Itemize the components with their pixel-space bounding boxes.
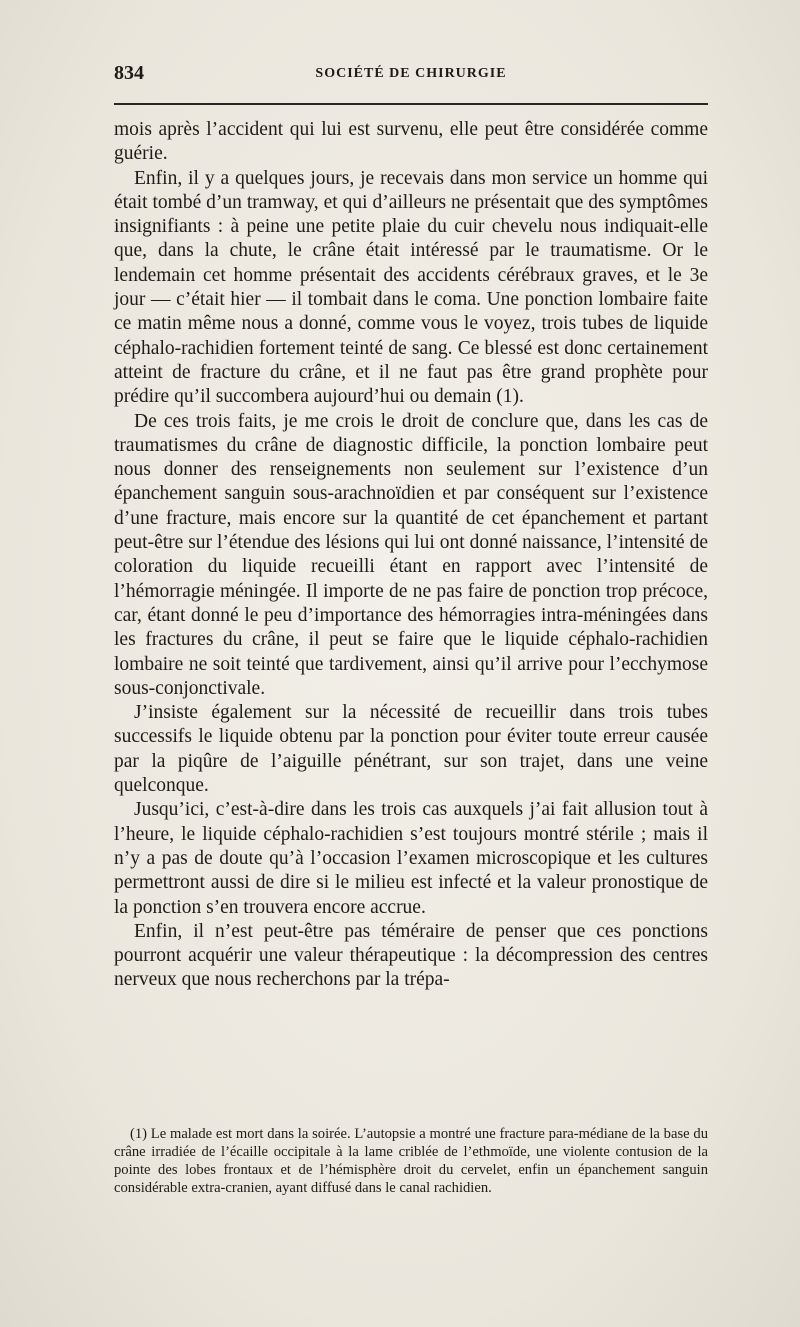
paragraph: De ces trois faits, je me crois le droit de conclure que, dans les cas de traumatismes du crâne de diagnostic difficile, la ponction lombaire peut nous donner des renseignements non seulement sur l’existence d’un épanchement sanguin sous-arachnoïdien et par conséquent sur l’existence d’une fracture, mais encore sur la quantité de cet épanchement et partant peut-être sur l’étendue des lésions qui lui ont donné naissance, l’intensité de coloration du liquide recueilli étant en rapport avec l’intensité de l’hémorragie méningée. Il importe de ne pas faire de ponction trop précoce, car, étant donné le peu d’importance des hémorragies intra-méningées dans les fractures du crâne, il peut se faire que le liquide céphalo-rachidien lombaire ne soit teinté que tardivement, ainsi qu’il arrive pour l’ecchymose sous-conjonctivale. <box>114 410 708 699</box>
footnote-text: (1) Le malade est mort dans la soirée. L’autopsie a montré une fracture para-médiane de la base du crâne irradiée de l’écaille occipitale à la lame criblée de l’ethmoïde, une violente contusion de la pointe des lobes frontaux et de l’hémisphère droit du cervelet, enfin un épanchement sanguin considérable extra-cranien, ayant diffusé dans le canal rachidien. <box>114 1126 708 1196</box>
paragraph-continued: mois après l’accident qui lui est survenu, elle peut être considérée comme guérie. <box>114 119 708 165</box>
footnote <box>114 1125 708 1197</box>
page-header <box>114 62 708 92</box>
paragraph: J’insiste également sur la nécessité de recueillir dans trois tubes successifs le liquide obtenu par la ponction pour éviter toute erreur causée par la piqûre de l’aiguille pénétrant, sur son trajet, dans une veine quelconque. <box>114 702 708 797</box>
paragraph: Enfin, il y a quelques jours, je recevais dans mon service un homme qui était tombé d’un tramway, et qui d’ailleurs ne présentait que des symptômes insignifiants : à peine une petite plaie du cuir chevelu nous indiquait-elle que, dans la chute, le crâne était intéressé par le traumatisme. Or le lendemain cet homme présentait des accidents cérébraux graves, et le 3e jour — c’était hier — il tombait dans le coma. Une ponction lombaire faite ce matin même nous a donné, comme vous le voyez, trois tubes de liquide céphalo-rachidien fortement teinté de sang. Ce blessé est donc certainement atteint de fracture du crâne, et il ne faut pas être grand prophète pour prédire qu’il succombera aujourd’hui ou demain (1). <box>114 167 708 408</box>
body-text <box>114 118 708 993</box>
paragraph: Jusqu’ici, c’est-à-dire dans les trois cas auxquels j’ai fait allusion tout à l’heure, le liquide céphalo-rachidien s’est toujours montré stérile ; mais il n’y a pas de doute qu’à l’occasion l’examen microscopique et les cultures permettront aussi de dire si le milieu est infecté et la valeur pronostique de la ponction s’en trouvera encore accrue. <box>114 799 708 918</box>
paragraph: Enfin, il n’est peut-être pas téméraire de penser que ces ponctions pourront acquérir une valeur thérapeutique : la décompression des centres nerveux que nous recherchons par la trépa- <box>114 920 708 991</box>
page-number: 834 <box>114 62 144 84</box>
header-rule <box>114 103 708 105</box>
running-head: SOCIÉTÉ DE CHIRURGIE <box>315 66 507 81</box>
